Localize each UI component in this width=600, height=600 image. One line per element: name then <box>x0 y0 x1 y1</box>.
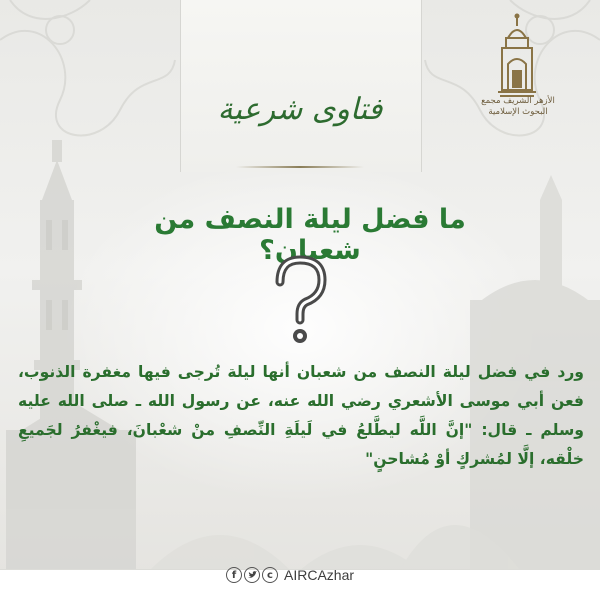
question-title: ما فضل ليلة النصف من شعبان؟ <box>154 204 466 266</box>
social-handle[interactable]: AIRCAzhar <box>284 567 355 583</box>
social-links <box>226 564 354 586</box>
header-panel <box>180 0 422 172</box>
section-title: فتاوى شرعية <box>217 92 383 127</box>
fatwa-body-text: ورد في فضل ليلة النصف من شعبان أنها ليلة تُرجى فيها مغفرة الذنوب، فعن أبي موسى الأشعري رضي الله عنه، عن رسول الله ـ صلى الله عليه وسلم ـ قال: "إنَّ اللَّه ليطَّلعُ في لَيلَةِ النِّصفِ منْ شعْبانَ، فيغْفرُ لجَميعِ خلْقه، إلَّا لمُشركٍ أوْ مُشاحنٍ" <box>18 363 584 468</box>
header-divider <box>236 166 364 168</box>
facebook-icon[interactable]: f <box>226 567 242 583</box>
logo-caption: الأزهر الشريف مجمع البحوث الإسلامية <box>481 96 555 117</box>
twitter-icon[interactable] <box>244 567 260 583</box>
question-mark-icon <box>262 252 338 348</box>
copyright-icon: c <box>262 567 278 583</box>
